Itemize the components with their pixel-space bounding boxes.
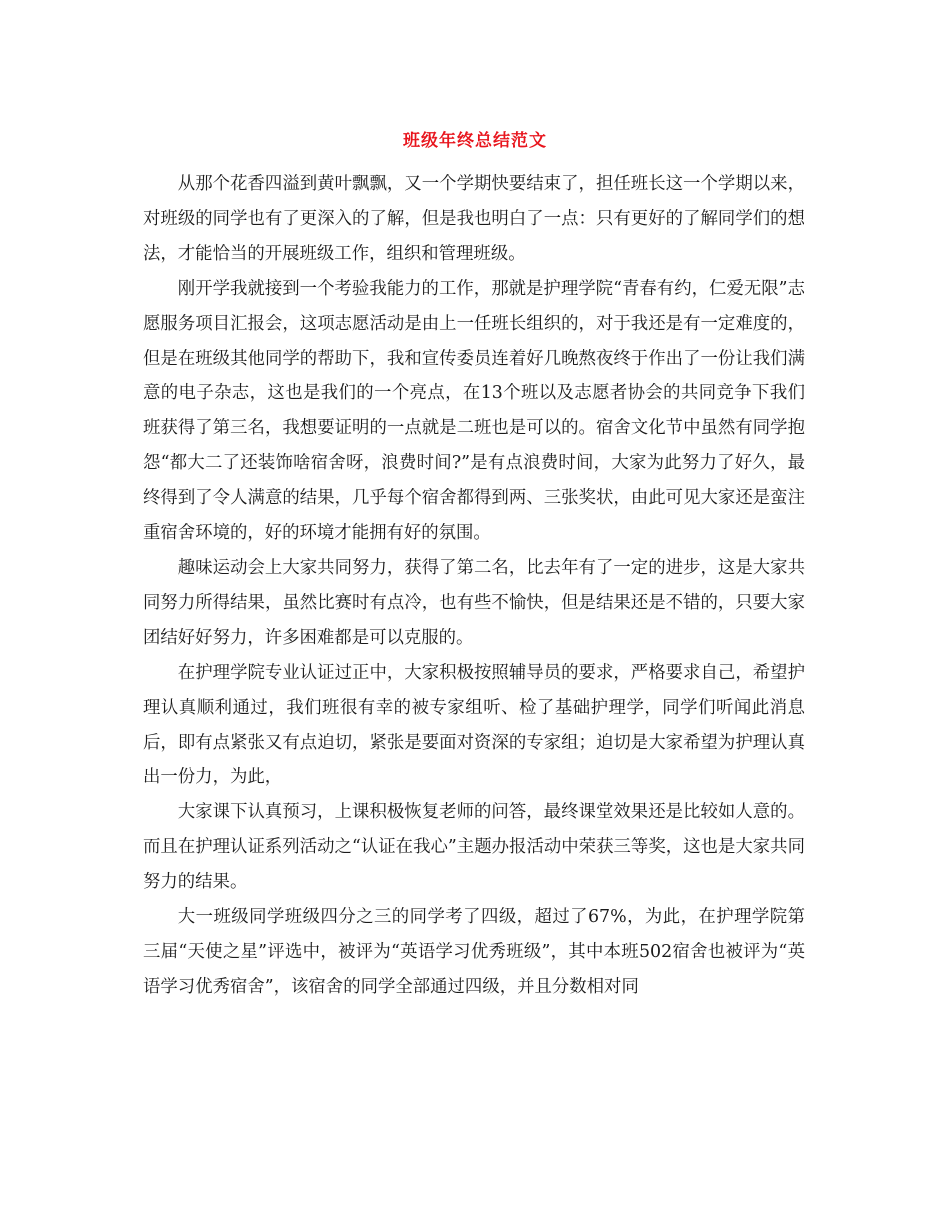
document-title: 班级年终总结范文 <box>403 131 547 151</box>
paragraph-5: 大家课下认真预习，上课积极恢复老师的问答，最终课堂效果还是比较如人意的。而且在护理认证系列活动之“认证在我心”主题办报活动中荣获三等奖，这也是大家共同努力的结果。 <box>143 802 805 893</box>
paragraph-3: 趣味运动会上大家共同努力，获得了第二名，比去年有了一定的进步，这是大家共同努力所得结果，虽然比赛时有点冷，也有些不愉快，但是结果还是不错的，只要大家团结好好努力，许多困难都是可以克服的。 <box>143 557 805 648</box>
paragraph-6: 大一班级同学班级四分之三的同学考了四级，超过了67%，为此，在护理学院第三届“天使之星”评选中，被评为“英语学习优秀班级”，其中本班502宿舍也被评为“英语学习优秀宿舍”，该宿舍的同学全部通过四级，并且分数相对同 <box>143 907 805 997</box>
paragraph-4: 在护理学院专业认证过正中，大家积极按照辅导员的要求，严格要求自己，希望护理认真顺利通过，我们班很有幸的被专家组听、检了基础护理学，同学们听闻此消息后，即有点紧张又有点迫切，紧张是要面对资深的专家组；迫切是大家希望为护理认真出一份力，为此， <box>143 662 805 788</box>
paragraph-1: 从那个花香四溢到黄叶飘飘，又一个学期快要结束了，担任班长这一个学期以来，对班级的同学也有了更深入的了解，但是我也明白了一点：只有更好的了解同学们的想法，才能恰当的开展班级工作，组织和管理班级。 <box>143 174 805 264</box>
document-body <box>143 167 805 1005</box>
paragraph-2: 刚开学我就接到一个考验我能力的工作，那就是护理学院“青春有约，仁爱无限”志愿服务项目汇报会，这项志愿活动是由上一任班长组织的，对于我还是有一定难度的，但是在班级其他同学的帮助下，我和宣传委员连着好几晚熬夜终于作出了一份让我们满意的电子杂志，这也是我们的一个亮点，在13个班以及志愿者协会的共同竞争下我们班获得了第三名，我想要证明的一点就是二班也是可以的。宿舍文化节中虽然有同学抱怨“都大二了还装饰啥宿舍呀，浪费时间?”是有点浪费时间，大家为此努力了好久，最终得到了令人满意的结果，几乎每个宿舍都得到两、三张奖状，由此可见大家还是蛮注重宿舍环境的，好的环境才能拥有好的氛围。 <box>143 278 805 544</box>
